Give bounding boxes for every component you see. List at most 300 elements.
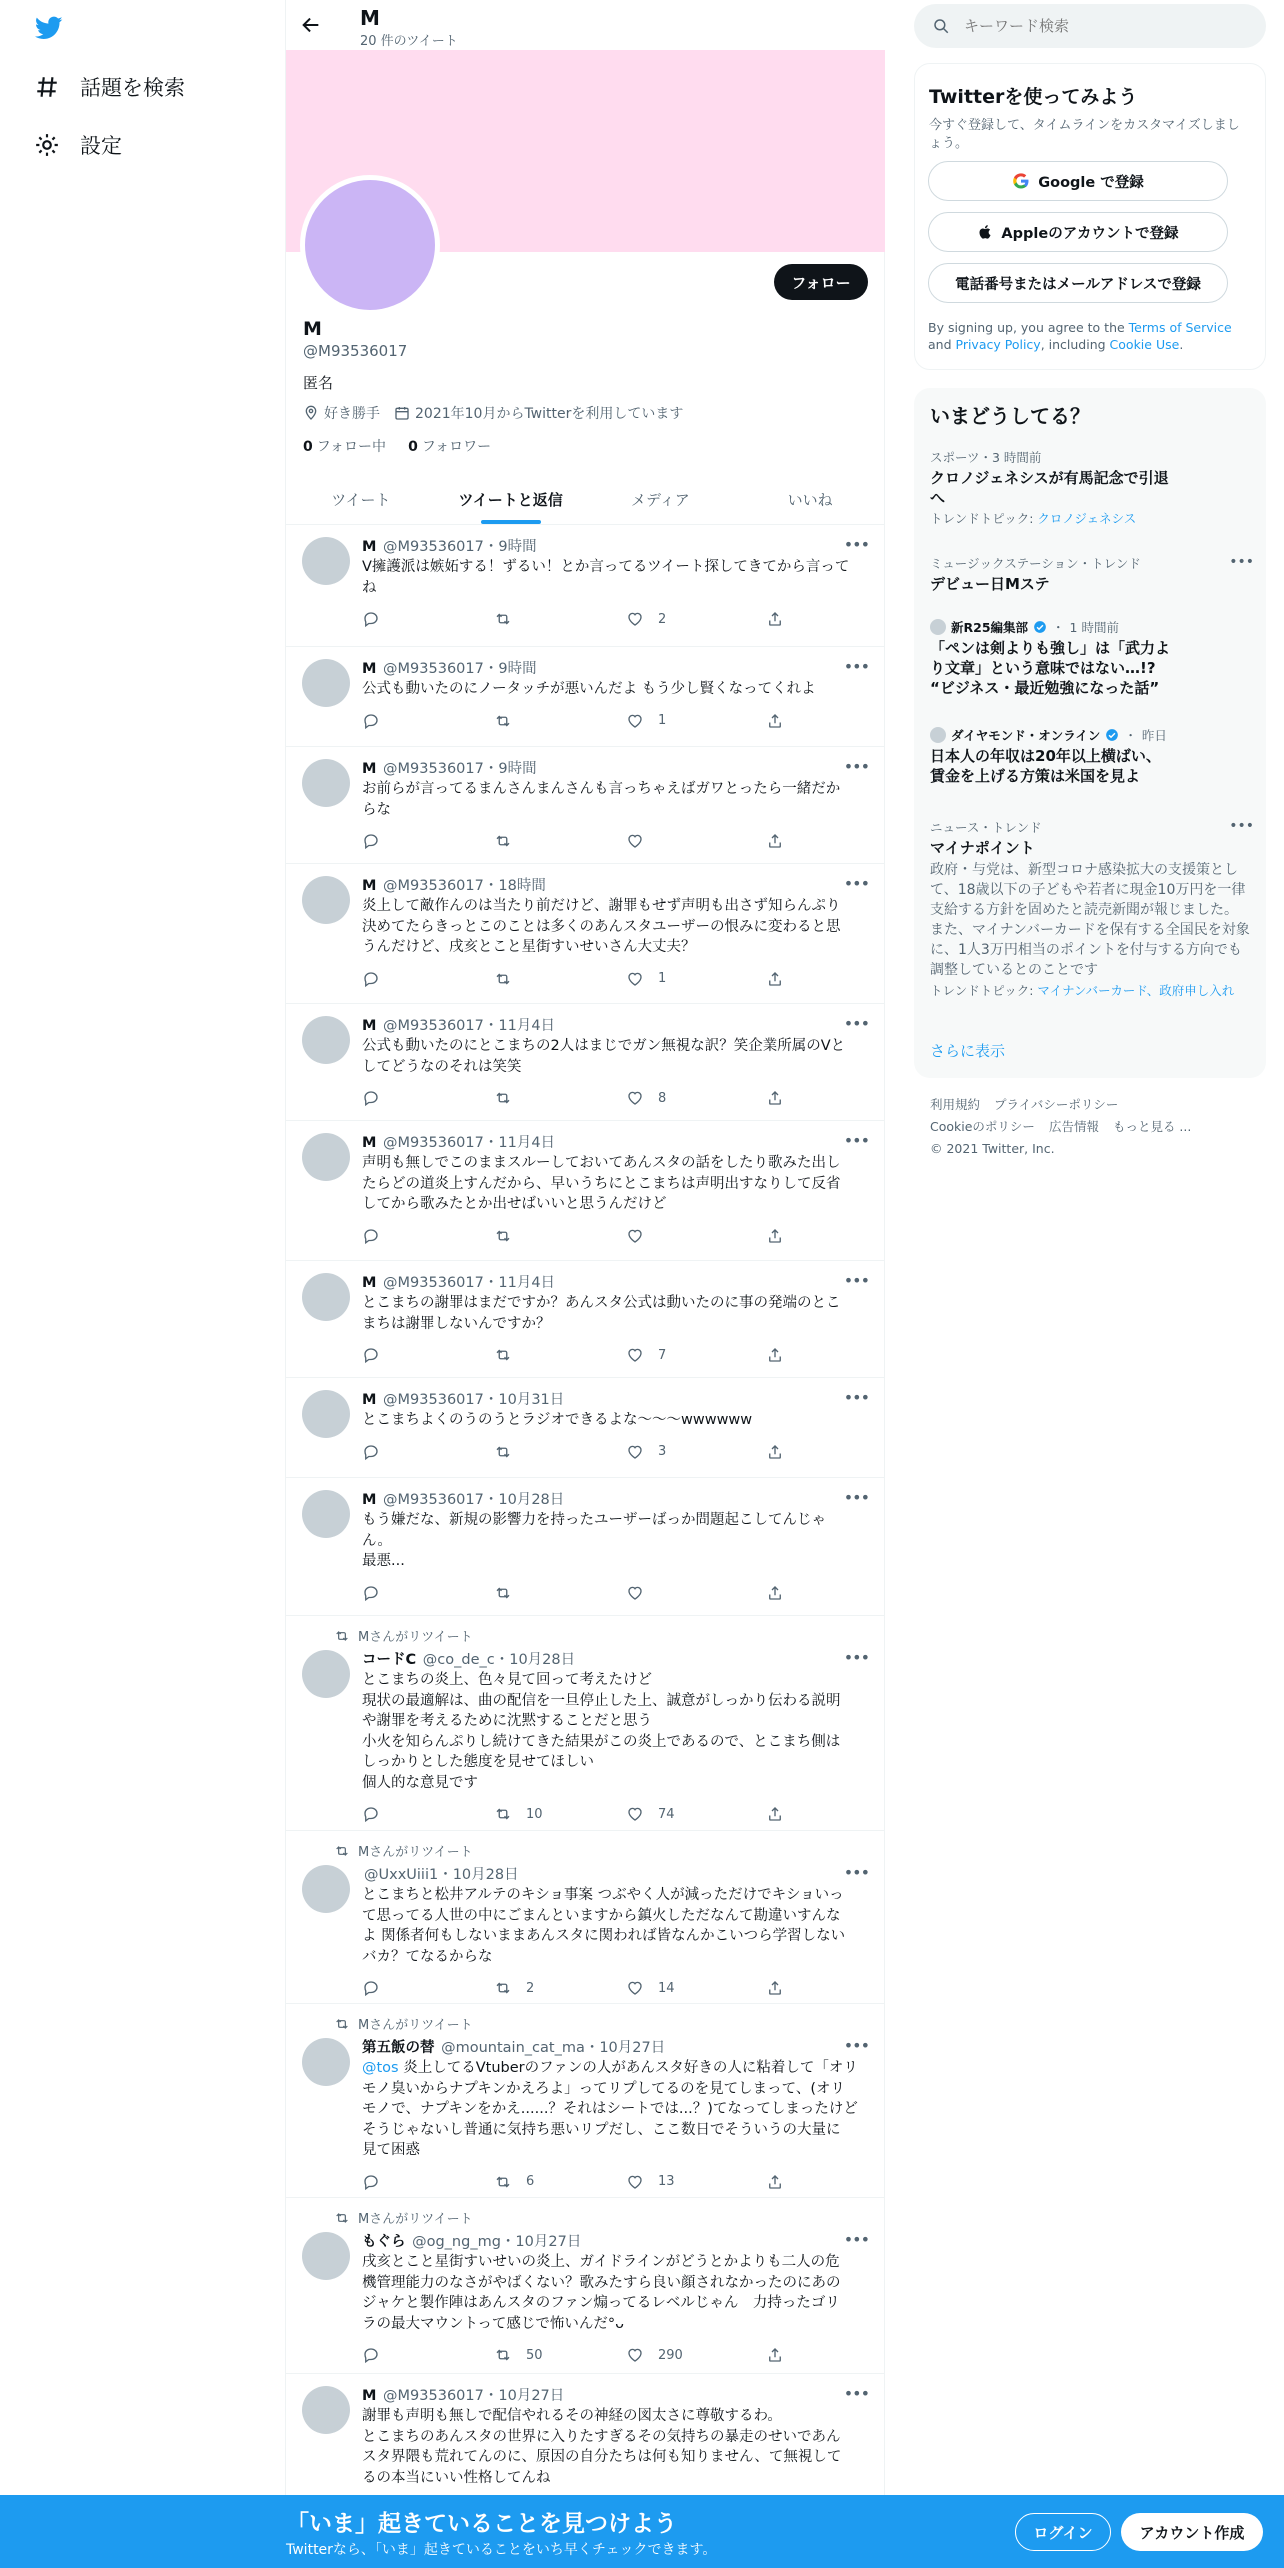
tweet-time-separator: ・	[483, 539, 499, 555]
tweet-actions	[362, 1346, 792, 1368]
like-button[interactable]	[626, 970, 666, 988]
avatar[interactable]	[302, 537, 350, 585]
retweet-icon	[334, 2016, 350, 2032]
more-options-icon[interactable]: •••	[843, 2036, 869, 2055]
tweet-item[interactable]	[286, 2198, 885, 2374]
bottom-signup-bar	[0, 2495, 1284, 2568]
tweet-author-name[interactable]: M	[362, 539, 377, 555]
tweet-time-separator: ・	[483, 661, 499, 677]
share-icon	[766, 2346, 784, 2364]
share-icon	[766, 712, 784, 730]
retweet-button[interactable]	[494, 832, 526, 850]
tweet-author-name[interactable]: M	[362, 2388, 377, 2404]
avatar[interactable]	[302, 2232, 350, 2280]
tweet-author-handle[interactable]: @UxxUiii1	[364, 1867, 439, 1883]
tweet-author-name[interactable]: 第五飯の替	[362, 2040, 435, 2056]
tweet-time[interactable]: 10月27日	[515, 2234, 582, 2250]
tweet-text-line: とこまちの炎上、色々見て回って考えたけど	[362, 1672, 652, 1688]
retweet-button[interactable]	[494, 1443, 526, 1461]
source-name: ダイヤモンド・オンライン	[951, 728, 1101, 743]
heart-icon	[626, 1089, 644, 1107]
google-signup-button[interactable]	[928, 161, 1228, 201]
more-options-icon[interactable]: •••	[1229, 818, 1254, 834]
tweet-header	[362, 1014, 555, 1035]
like-button[interactable]	[626, 1979, 675, 1997]
tweet-author-handle[interactable]: @M93536017	[383, 1018, 484, 1034]
tweet-text	[362, 2252, 868, 2334]
tweet-text-line: そうじゃないし普通に気持ち悪いリプだし、ここ数日でそういうの大量に	[362, 2121, 841, 2138]
like-button[interactable]	[626, 1805, 675, 1823]
tweet-author-handle[interactable]: @M93536017	[383, 2388, 484, 2404]
tweet-author-name[interactable]: M	[362, 661, 377, 677]
avatar[interactable]	[302, 759, 350, 807]
tweet-time-separator: ・	[438, 1867, 453, 1883]
tweet-time[interactable]: 11月4日	[498, 1018, 556, 1034]
avatar[interactable]	[302, 1490, 350, 1538]
tweet-item[interactable]	[286, 1616, 885, 1831]
retweet-icon	[494, 1584, 512, 1602]
retweet-indicator	[334, 1841, 473, 1860]
share-button[interactable]	[766, 970, 784, 988]
terms-and: and	[928, 337, 956, 352]
share-icon	[766, 1443, 784, 1461]
retweet-icon	[494, 1227, 512, 1245]
share-button[interactable]	[766, 832, 784, 850]
cookie-use-link[interactable]: Cookie Use	[1109, 337, 1180, 352]
like-button[interactable]	[626, 610, 666, 628]
source-name: 新R25編集部	[951, 620, 1029, 635]
share-button[interactable]	[766, 1346, 784, 1364]
more-options-icon[interactable]: •••	[843, 1863, 869, 1882]
heart-icon	[626, 1979, 644, 1997]
tweet-author-handle[interactable]: @M93536017	[383, 1275, 484, 1291]
tweet-time[interactable]: 10月28日	[452, 1867, 519, 1883]
like-count: 1	[658, 713, 667, 728]
hashtag-icon	[34, 74, 60, 100]
tweet-author-handle[interactable]: @M93536017	[383, 539, 484, 555]
tweet-text	[362, 779, 868, 820]
tweet-text-line: ね	[362, 579, 377, 596]
more-options-icon[interactable]: •••	[843, 1131, 869, 1150]
share-icon	[766, 1227, 784, 1245]
tweet-text-line: たらどの道炎上すんだから、早いうちにとこまちは声明出すなりして反省	[362, 1175, 841, 1192]
tweet-time-separator: ・	[494, 1652, 510, 1668]
tweet-author-name[interactable]: M	[362, 761, 377, 777]
tweet-text	[362, 679, 868, 700]
trend-item[interactable]	[930, 448, 1250, 527]
more-options-icon[interactable]: •••	[843, 2230, 869, 2249]
tweet-header	[362, 1648, 575, 1669]
tweet-author-name[interactable]: M	[362, 1018, 377, 1034]
footer-link[interactable]: Cookieのポリシー	[930, 1119, 1035, 1134]
retweet-count: 2	[526, 1980, 535, 1996]
retweet-label: Mさんがリツイート	[358, 1630, 473, 1645]
share-button[interactable]	[766, 1584, 784, 1602]
retweet-button[interactable]	[494, 712, 526, 730]
signup-button[interactable]: アカウント作成	[1121, 2513, 1263, 2551]
tweet-text-line: ラの最大マウントって感じで怖いんだ°ᴗ	[362, 2315, 625, 2332]
tweet-text-line: 公式も動いたのにノータッチが悪いんだよ もう少し賢くなってくれよ	[362, 681, 816, 697]
heart-icon	[626, 1584, 644, 1602]
tweet-header	[362, 1388, 564, 1409]
tweet-time[interactable]: 18時間	[498, 878, 546, 894]
share-icon	[766, 2173, 784, 2191]
footer-link[interactable]: プライバシーポリシー	[994, 1097, 1119, 1112]
tab-tweets[interactable]: ツイート	[331, 491, 391, 509]
trend-item[interactable]	[930, 818, 1250, 999]
tweet-text-line: とこまちよくのうのうとラジオできるよな〜〜〜wwwwww	[362, 1412, 753, 1428]
show-more-link[interactable]: さらに表示	[930, 1042, 1006, 1060]
tweet-author-name[interactable]: もぐら	[362, 2234, 406, 2250]
nav-settings-label: 設定	[80, 134, 122, 158]
follow-button[interactable]: フォロー	[774, 264, 868, 300]
apple-signup-button[interactable]	[928, 212, 1228, 252]
tweet-time[interactable]: 10月27日	[498, 2388, 565, 2404]
location-text: 好き勝手	[324, 406, 380, 422]
search-box[interactable]	[914, 4, 1266, 48]
reply-button[interactable]	[362, 832, 380, 850]
search-icon	[932, 17, 950, 35]
retweet-count: 10	[526, 1806, 543, 1822]
avatar[interactable]	[302, 1865, 350, 1913]
tweet-text-line: モノ臭いからナプキンかえろよ」ってリプしてるのを見てしまって、(オリ	[362, 2080, 845, 2097]
profile-location	[303, 403, 380, 423]
trends-title: いまどうしてる？	[930, 404, 1090, 428]
signup-subtitle: 今すぐ登録して、タイムラインをカスタマイズしましょう。	[929, 118, 1240, 151]
retweet-icon	[494, 2346, 512, 2364]
trend-title: クロノジェネシスが有馬記念で引退へ	[930, 469, 1169, 507]
tweet-text	[362, 896, 868, 958]
retweet-icon	[334, 1628, 350, 1644]
terms-of-service-link[interactable]: Terms of Service	[1128, 320, 1232, 335]
avatar[interactable]	[302, 1273, 350, 1321]
tweet-author-handle[interactable]: @M93536017	[383, 661, 484, 677]
tweet-item[interactable]	[286, 1831, 885, 2004]
profile-meta	[303, 403, 683, 423]
tweet-author-handle[interactable]: @co_de_c	[422, 1652, 495, 1668]
tweet-header	[362, 2384, 564, 2405]
reply-button[interactable]	[362, 1227, 380, 1245]
tweet-time-separator: ・	[483, 1018, 499, 1034]
source-avatar	[930, 619, 946, 635]
avatar[interactable]	[302, 659, 350, 707]
share-button[interactable]	[766, 1805, 784, 1823]
more-options-icon[interactable]: •••	[843, 1271, 869, 1290]
tweet-author-handle[interactable]: @og_ng_mg	[412, 2234, 501, 2250]
tweet-author-name[interactable]: M	[362, 1275, 377, 1291]
reply-icon	[362, 1346, 380, 1364]
more-options-icon[interactable]: •••	[843, 874, 869, 893]
news-time-separator: ・	[1124, 728, 1137, 743]
tweet-actions	[362, 1979, 792, 2001]
tweet-text-line: してから歌みたとか出せばいいと思うんだけど	[362, 1196, 667, 1212]
avatar[interactable]	[302, 876, 350, 924]
tweet-header	[362, 657, 537, 678]
retweet-button[interactable]	[494, 1346, 526, 1364]
tweet-text	[362, 1036, 868, 1077]
tweet-text-line: 戌亥とこと星街すいせいの炎上、ガイドラインがどうとかよりも二人の危	[362, 2254, 840, 2270]
share-button[interactable]	[766, 1089, 784, 1107]
more-options-icon[interactable]: •••	[843, 1648, 869, 1667]
tweet-text-line: て思ってる人世の中にごまんといますから鎮火しただなんて勘違いすんな	[362, 1907, 841, 1924]
share-button[interactable]	[766, 1979, 784, 1997]
left-navigation	[0, 0, 285, 2568]
tweet-header	[362, 535, 537, 556]
more-options-icon[interactable]: •••	[843, 757, 869, 776]
tweet-time[interactable]: 9時間	[498, 539, 537, 555]
more-options-icon[interactable]: •••	[1229, 554, 1254, 570]
like-button[interactable]	[626, 832, 658, 850]
reply-button[interactable]	[362, 712, 380, 730]
retweet-label: Mさんがリツイート	[358, 1845, 473, 1860]
verified-badge-icon	[1033, 620, 1047, 634]
retweet-icon	[334, 1843, 350, 1859]
tweet-time[interactable]: 11月4日	[498, 1135, 556, 1151]
retweet-count: 50	[526, 2347, 543, 2363]
tweet-time-separator: ・	[483, 1492, 499, 1508]
news-title: 日本人の年収は20年以上横ばい、賃金を上げる方策は米国を見よ	[930, 747, 1161, 785]
terms-end: .	[1179, 337, 1184, 352]
tweet-item[interactable]	[286, 647, 885, 747]
share-button[interactable]	[766, 2173, 784, 2191]
header-tweet-count: 20 件のツイート	[360, 34, 458, 49]
avatar[interactable]	[302, 2386, 350, 2434]
trends-panel	[914, 388, 1266, 1078]
like-count: 7	[658, 1347, 667, 1363]
tweet-text-line: とこまちと松井アルテのキショ事案 つぶやく人が減っただけでキショいっ	[362, 1887, 844, 1903]
reply-button[interactable]	[362, 610, 380, 628]
tweet-text-line: まちは謝罪しないんですか？	[362, 1315, 551, 1332]
tweet-text-line: ジャケと製作陣はあんスタのファン煽ってるレベルじゃん 力持ったゴリ	[362, 2295, 840, 2311]
tweet-time[interactable]: 10月31日	[498, 1392, 565, 1408]
like-button[interactable]	[626, 712, 666, 730]
reply-button[interactable]	[362, 1346, 380, 1364]
avatar[interactable]	[302, 2038, 350, 2086]
tweet-item[interactable]	[286, 864, 885, 1004]
tab-likes[interactable]: いいね	[787, 491, 833, 509]
retweet-icon	[494, 610, 512, 628]
footer-link[interactable]: 利用規約	[930, 1097, 981, 1112]
tweet-text-line: うんだけど、戌亥とこと星街すいせいさん大丈夫？	[362, 939, 696, 955]
login-button[interactable]: ログイン	[1015, 2513, 1111, 2551]
gear-icon	[34, 132, 60, 158]
like-button[interactable]	[626, 1227, 658, 1245]
more-options-icon[interactable]: •••	[843, 1488, 869, 1507]
news-item[interactable]	[930, 618, 1250, 698]
avatar[interactable]	[302, 1390, 350, 1438]
tweet-item[interactable]	[286, 1004, 885, 1121]
tweet-text-line: してどうなのそれは笑笑	[362, 1058, 522, 1075]
retweet-button[interactable]	[494, 970, 526, 988]
apple-icon	[977, 223, 993, 241]
share-icon	[766, 1346, 784, 1364]
tweet-author-name[interactable]: M	[362, 1392, 377, 1408]
avatar[interactable]	[302, 1650, 350, 1698]
tweet-item[interactable]	[286, 747, 885, 864]
like-button[interactable]	[626, 1443, 666, 1461]
news-source	[930, 618, 1250, 636]
search-input[interactable]	[964, 17, 1224, 35]
like-button[interactable]	[626, 1584, 658, 1602]
more-options-icon[interactable]: •••	[843, 2384, 869, 2403]
like-count: 3	[658, 1444, 667, 1459]
reply-button[interactable]	[362, 1805, 380, 1823]
reply-button[interactable]	[362, 1089, 380, 1107]
nav-explore[interactable]	[34, 72, 185, 102]
reply-button[interactable]	[362, 2173, 380, 2191]
avatar[interactable]	[302, 1133, 350, 1181]
tab-tweets-and-replies[interactable]: ツイートと返信	[436, 472, 586, 524]
tweet-time[interactable]: 11月4日	[498, 1275, 556, 1291]
tweet-header	[362, 2230, 581, 2251]
more-options-icon[interactable]: •••	[843, 1014, 869, 1033]
trend-sub-link[interactable]: クロノジェネシス	[1037, 511, 1137, 526]
location-pin-icon	[303, 405, 319, 421]
header-name: M	[360, 6, 380, 30]
phone-email-signup-button[interactable]: 電話番号またはメールアドレスで登録	[928, 263, 1228, 303]
tweet-author-name[interactable]: M	[362, 878, 377, 894]
back-arrow-icon[interactable]	[300, 14, 322, 36]
tweet-time-separator: ・	[500, 2234, 516, 2250]
tweet-text	[362, 1410, 868, 1431]
retweet-button[interactable]	[494, 2173, 534, 2191]
heart-icon	[626, 832, 644, 850]
heart-icon	[626, 1227, 644, 1245]
avatar[interactable]	[302, 1016, 350, 1064]
like-button[interactable]	[626, 1089, 666, 1107]
trend-category: ミュージックステーション・トレンド	[930, 556, 1141, 571]
heart-icon	[626, 2173, 644, 2191]
heart-icon	[626, 1443, 644, 1461]
tweet-author-name[interactable]: M	[362, 1492, 377, 1508]
tab-media[interactable]: メディア	[630, 491, 690, 509]
terms-including: , including	[1040, 337, 1110, 352]
tweet-author-name[interactable]: M	[362, 1135, 377, 1151]
tweet-actions	[362, 1805, 792, 1827]
tweet-author-handle[interactable]: @mountain_cat_ma	[441, 2040, 585, 2056]
tweet-text-line: もう嫌だな、新規の影響力を持ったユーザーばっか問題起こしてんじゃ	[362, 1512, 826, 1528]
tweet-text-line: 機管理能力のなさがやばくない？歌みたすら良い顔されなかったのにあの	[362, 2274, 841, 2291]
reply-icon	[362, 1089, 380, 1107]
tweet-text	[362, 2406, 868, 2488]
tweet-text-line: るの本当にいい性格してんね	[362, 2469, 551, 2486]
tweet-author-handle[interactable]: @M93536017	[383, 878, 484, 894]
retweet-button[interactable]	[494, 1979, 534, 1997]
tweet-text-line: 炎上して敵作んのは当たり前だけど、謝罪もせず声明も出さず知らんぷり	[362, 898, 841, 914]
reply-button[interactable]	[362, 1443, 380, 1461]
like-button[interactable]	[626, 1346, 666, 1364]
footer-link[interactable]: 広告情報	[1048, 1119, 1099, 1134]
more-options-icon[interactable]: •••	[843, 535, 869, 554]
tweet-header	[362, 1863, 519, 1884]
profile-bio: 匿名	[303, 374, 334, 392]
privacy-policy-link[interactable]: Privacy Policy	[955, 337, 1041, 352]
trend-description: 政府・与党は、新型コロナ感染拡大の支援策として、18歳以下の子どもや若者に現金10万円を一律支給する方針を固めたと読売新聞が報じました。また、マイナンバーカードを保有する全国民を対象に、1人3万円相当のポイントを付与する方向でも調整しているとのことです	[930, 862, 1250, 978]
mention-link[interactable]: @tos	[362, 2060, 399, 2076]
retweet-icon	[494, 832, 512, 850]
tweet-item[interactable]	[286, 525, 885, 647]
heart-icon	[626, 1346, 644, 1364]
following-link[interactable]	[303, 436, 386, 456]
share-button[interactable]	[766, 1227, 784, 1245]
tweet-text	[362, 1670, 868, 1793]
retweet-button[interactable]	[494, 1089, 526, 1107]
news-item[interactable]	[930, 726, 1250, 786]
tweet-actions	[362, 1443, 792, 1465]
reply-button[interactable]	[362, 970, 380, 988]
followers-link[interactable]	[408, 436, 491, 456]
trend-sub-link[interactable]: マイナンバーカード、政府申し入れ	[1037, 983, 1235, 998]
tweet-item[interactable]	[286, 1378, 885, 1478]
tweet-author-handle[interactable]: @M93536017	[383, 1392, 484, 1408]
twitter-bird-icon[interactable]	[32, 14, 66, 42]
tweet-time[interactable]: 9時間	[498, 661, 537, 677]
reply-button[interactable]	[362, 1584, 380, 1602]
profile-tabs	[286, 472, 885, 525]
tweet-time[interactable]: 9時間	[498, 761, 537, 777]
nav-settings[interactable]	[34, 130, 122, 160]
tweet-text-line: 謝罪も声明も無しで配信やれるその神経の図太さに尊敬するわ。	[362, 2408, 782, 2424]
trend-item[interactable]	[930, 554, 1250, 594]
profile-handle: @M93536017	[303, 342, 408, 360]
tweet-item[interactable]	[286, 1121, 885, 1261]
reply-icon	[362, 1227, 380, 1245]
retweet-label: Mさんがリツイート	[358, 2212, 473, 2227]
share-button[interactable]	[766, 2346, 784, 2364]
share-button[interactable]	[766, 610, 784, 628]
tweet-text-line: お前らが言ってるまんさんまんさんも言っちゃえばガワとったら一緒だか	[362, 781, 841, 797]
like-count: 14	[658, 1980, 675, 1996]
retweet-button[interactable]	[494, 1805, 543, 1823]
share-icon	[766, 1979, 784, 1997]
more-options-icon[interactable]: •••	[843, 657, 869, 676]
like-count: 2	[658, 611, 667, 627]
tweet-author-name[interactable]: コードC	[362, 1652, 417, 1668]
tweet-item[interactable]	[286, 2004, 885, 2198]
share-button[interactable]	[766, 712, 784, 730]
tweet-time[interactable]: 10月27日	[599, 2040, 666, 2056]
reply-button[interactable]	[362, 1979, 380, 1997]
retweet-button[interactable]	[494, 1227, 526, 1245]
profile-joined	[394, 403, 683, 423]
terms-prefix: By signing up, you agree to the	[928, 320, 1129, 335]
tweet-author-handle[interactable]: @M93536017	[383, 1492, 484, 1508]
more-options-icon[interactable]: •••	[843, 1388, 869, 1407]
tweet-author-handle[interactable]: @M93536017	[383, 761, 484, 777]
share-button[interactable]	[766, 1443, 784, 1461]
tweet-item[interactable]	[286, 1478, 885, 1616]
news-time: 1 時間前	[1069, 620, 1119, 635]
trend-subtopic	[930, 982, 1250, 999]
reply-button[interactable]	[362, 2346, 380, 2364]
profile-avatar[interactable]	[300, 175, 440, 315]
tweet-text-line: V擁護派は嫉妬する！ずるい！とか言ってるツイート探してきてから言って	[362, 559, 850, 575]
tweet-item[interactable]	[286, 1261, 885, 1378]
signup-panel	[914, 63, 1266, 370]
retweet-button[interactable]	[494, 610, 526, 628]
retweet-label: Mさんがリツイート	[358, 2018, 473, 2033]
footer-link[interactable]: もっと見る ...	[1112, 1119, 1192, 1134]
retweet-button[interactable]	[494, 1584, 526, 1602]
like-button[interactable]	[626, 2346, 683, 2364]
retweet-button[interactable]	[494, 2346, 543, 2364]
like-button[interactable]	[626, 2173, 675, 2191]
tweet-time[interactable]: 10月28日	[509, 1652, 576, 1668]
news-source	[930, 726, 1250, 744]
tweet-time[interactable]: 10月28日	[498, 1492, 565, 1508]
tweet-author-handle[interactable]: @M93536017	[383, 1135, 484, 1151]
news-title: 「ペンは剣よりも強し」は「武力より文章」という意味ではない…!? “ビジネス・最近勉強になった話”	[930, 639, 1171, 697]
